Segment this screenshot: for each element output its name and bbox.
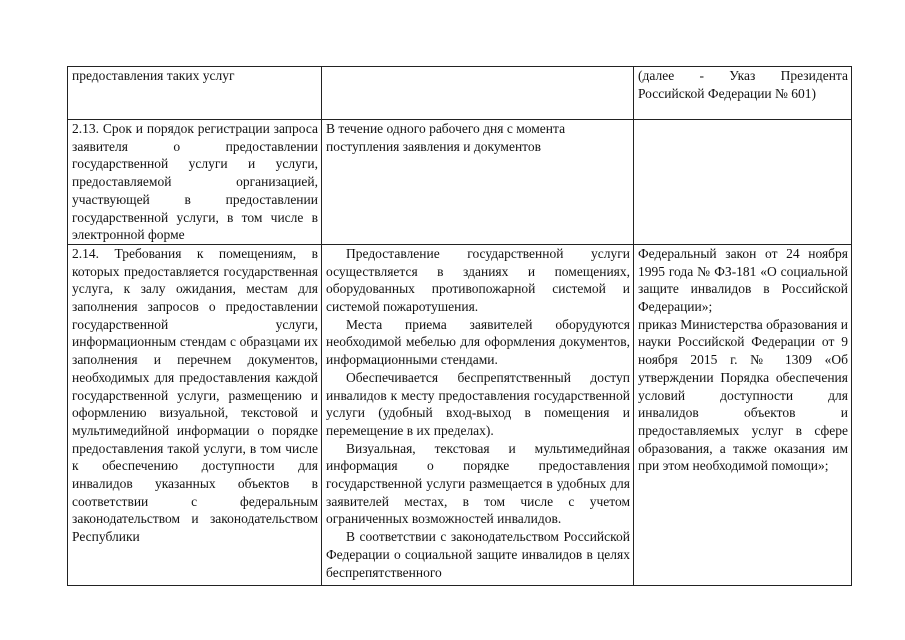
document-table [67, 66, 852, 586]
cell-paragraph: 2.13. Срок и порядок регистрации запроса заявителя о предоставлении государственной услуги и услуги, предоставляемой организацией, участвующей в предоставлении государственной услуги, в том числе в электронной форме [72, 121, 318, 243]
cell-paragraph: Предоставление государственной услуги осуществляется в зданиях и помещениях, оборудованных противопожарной системой и системой пожаротушения. [326, 245, 630, 315]
cell-legal-basis [634, 120, 852, 245]
cell-paragraph: Визуальная, текстовая и мультимедийная информация о порядке предоставления государственной услуги размещается в удобных для заявителей местах, в том числе с учетом ограниченных возможностей инвалидов. [326, 440, 630, 527]
cell-paragraph: Федеральный закон от 24 ноября 1995 года № ФЗ-181 «О социальной защите инвалидов в Российской Федерации»; [638, 245, 848, 315]
cell-paragraph: 2.14. Требования к помещениям, в которых предоставляется государственная услуга, к залу ожидания, местам для заполнения запросов о предоставлении государственной услуги, информационным стендам с образцами их заполнения и перечнем документов, необходимых для предоставления каждой государственной услуги, размещению и оформлению визуальной, текстовой и мультимедийной информации о порядке предоставления такой услуги, в том числе к обеспечению доступности для инвалидов указанных объектов в соответствии с федеральным законодательством и законодательством Республики [72, 245, 318, 545]
cell-description [322, 244, 634, 585]
cell-paragraph: (далее - Указ Президента Российской Федерации № 601) [638, 68, 848, 101]
cell-paragraph: Обеспечивается беспрепятственный доступ инвалидов к месту предоставления государственной услуги (удобный вход-выход в помещения и перемещение в их пределах). [326, 369, 630, 438]
cell-description [322, 67, 634, 120]
cell-requirement [68, 244, 322, 585]
cell-requirement [68, 67, 322, 120]
cell-paragraph: приказ Министерства образования и науки Российской Федерации от 9 ноября 2015 г. № 1309 «Об утверждении Порядка обеспечения условий доступности для инвалидов объектов и предоставляемых услуг в сфере образования, а также оказания им при этом необходимой помощи»; [638, 316, 848, 474]
cell-paragraph: В соответствии с законодательством Российской Федерации о социальной защите инвалидов в целях беспрепятственного [326, 529, 630, 580]
table-row [68, 67, 852, 120]
cell-description [322, 120, 634, 245]
table-row [68, 120, 852, 245]
cell-legal-basis [634, 244, 852, 585]
cell-paragraph: предоставления таких услуг [72, 68, 235, 83]
cell-legal-basis [634, 67, 852, 120]
table-row [68, 244, 852, 585]
cell-paragraph: Места приема заявителей оборудуются необходимой мебелью для оформления документов, информационными стендами. [326, 316, 630, 368]
cell-requirement [68, 120, 322, 245]
cell-paragraph: В течение одного рабочего дня с момента поступления заявления и документов [326, 121, 566, 154]
